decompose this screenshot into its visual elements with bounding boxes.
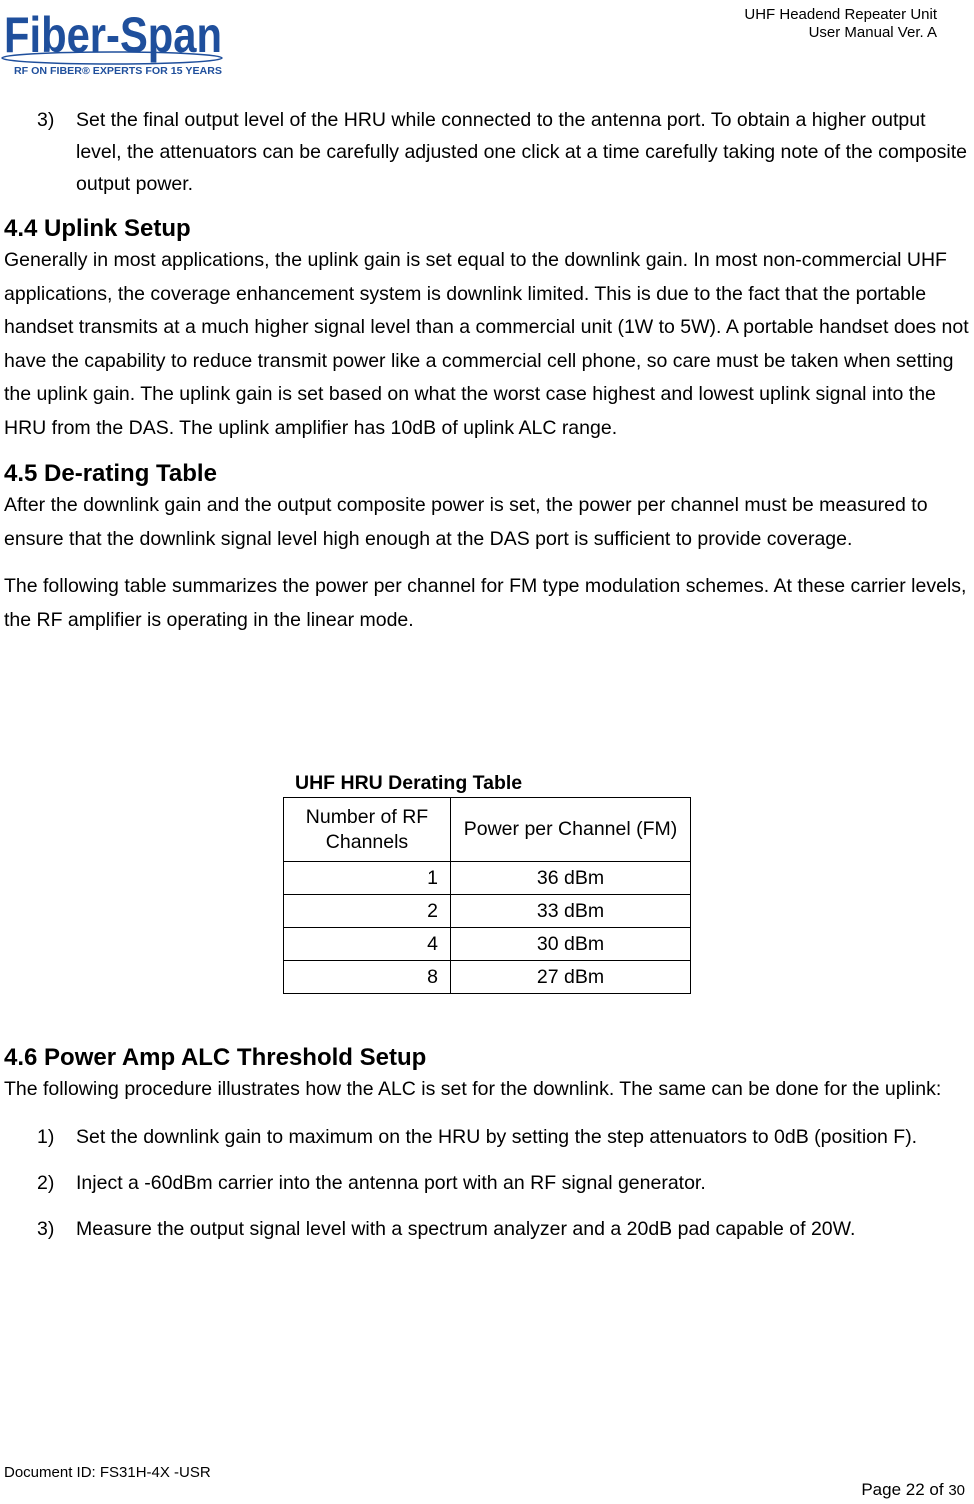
- cell-power: 33 dBm: [451, 895, 691, 928]
- derating-table: [283, 797, 691, 994]
- list-item: [4, 1167, 970, 1199]
- logo-tagline: RF ON FIBER® EXPERTS FOR 15 YEARS: [14, 66, 223, 77]
- table-header-row: [284, 798, 691, 862]
- intro-step: [4, 104, 970, 200]
- section-4-5-heading: 4.5 De-rating Table: [4, 460, 217, 487]
- logo-wordmark: Fiber-Span: [4, 7, 222, 63]
- cell-channels: 8: [284, 961, 451, 994]
- header-title: UHF Headend Repeater Unit: [744, 6, 937, 23]
- document-id: Document ID: FS31H-4X -USR: [4, 1464, 211, 1481]
- step-number: 3): [37, 1217, 55, 1240]
- cell-power: 27 dBm: [451, 961, 691, 994]
- section-4-6-body: The following procedure illustrates how the ALC is set for the downlink. The same can be done for the uplink:: [4, 1078, 942, 1100]
- section-4-6: [4, 1043, 970, 1245]
- column-header-power: Power per Channel (FM): [451, 798, 691, 862]
- fiber-span-logo: [0, 0, 230, 80]
- derating-table-block: [283, 769, 691, 994]
- step-text: Set the final output level of the HRU while connected to the antenna port. To obtain a higher output level, the attenuators can be carefully adjusted one click at a time carefully taking note of the composite output power.: [76, 109, 968, 195]
- list-item: [4, 1121, 970, 1153]
- section-4-5-body-1: After the downlink gain and the output composite power is set, the power per channel must be measured to ensure that the downlink signal level high enough at the DAS port is sufficient to provide coverage.: [4, 494, 928, 550]
- step-text: Set the downlink gain to maximum on the HRU by setting the step attenuators to 0dB (position F).: [76, 1125, 918, 1148]
- table-row: [284, 862, 691, 895]
- procedure-steps: [4, 1121, 970, 1245]
- step-number: 1): [37, 1125, 55, 1148]
- page-number: [861, 1480, 965, 1500]
- cell-channels: 1: [284, 862, 451, 895]
- cell-power: 36 dBm: [451, 862, 691, 895]
- table-row: [284, 895, 691, 928]
- page-label: Page 22 of: [861, 1480, 944, 1499]
- list-item: [4, 1213, 970, 1245]
- document-header: [744, 6, 937, 42]
- step-number: 2): [37, 1171, 55, 1194]
- section-4-4-heading: 4.4 Uplink Setup: [4, 215, 191, 242]
- table-row: [284, 961, 691, 994]
- table-title: UHF HRU Derating Table: [295, 772, 523, 794]
- cell-power: 30 dBm: [451, 928, 691, 961]
- step-text: Measure the output signal level with a spectrum analyzer and a 20dB pad capable of 20W.: [76, 1217, 856, 1240]
- cell-channels: 4: [284, 928, 451, 961]
- step-number: 3): [37, 109, 55, 131]
- section-4-4-body: Generally in most applications, the uplink gain is set equal to the downlink gain. In most non-commercial UHF applications, the coverage enhancement system is downlink limited. This is due to the fact that the portable handset transmits at a much higher signal level than a commercial unit (1W to 5W). A portable handset does not have the capability to reduce transmit power like a commercial cell phone, so care must be taken when setting the uplink gain. The uplink gain is set based on what the worst case highest and lowest uplink signal into the HRU from the DAS. The uplink amplifier has 10dB of uplink ALC range.: [4, 249, 969, 439]
- section-4-5-body-2: The following table summarizes the power per channel for FM type modulation schemes. At these carrier levels, the RF amplifier is operating in the linear mode.: [4, 575, 967, 631]
- step-text: Inject a -60dBm carrier into the antenna port with an RF signal generator.: [76, 1171, 706, 1194]
- cell-channels: 2: [284, 895, 451, 928]
- table-row: [284, 928, 691, 961]
- header-version: User Manual Ver. A: [808, 24, 937, 41]
- section-4-6-heading: 4.6 Power Amp ALC Threshold Setup: [4, 1044, 427, 1071]
- page-total: 30: [948, 1482, 965, 1499]
- page-content: [4, 104, 970, 637]
- column-header-channels: Number of RF Channels: [284, 798, 451, 862]
